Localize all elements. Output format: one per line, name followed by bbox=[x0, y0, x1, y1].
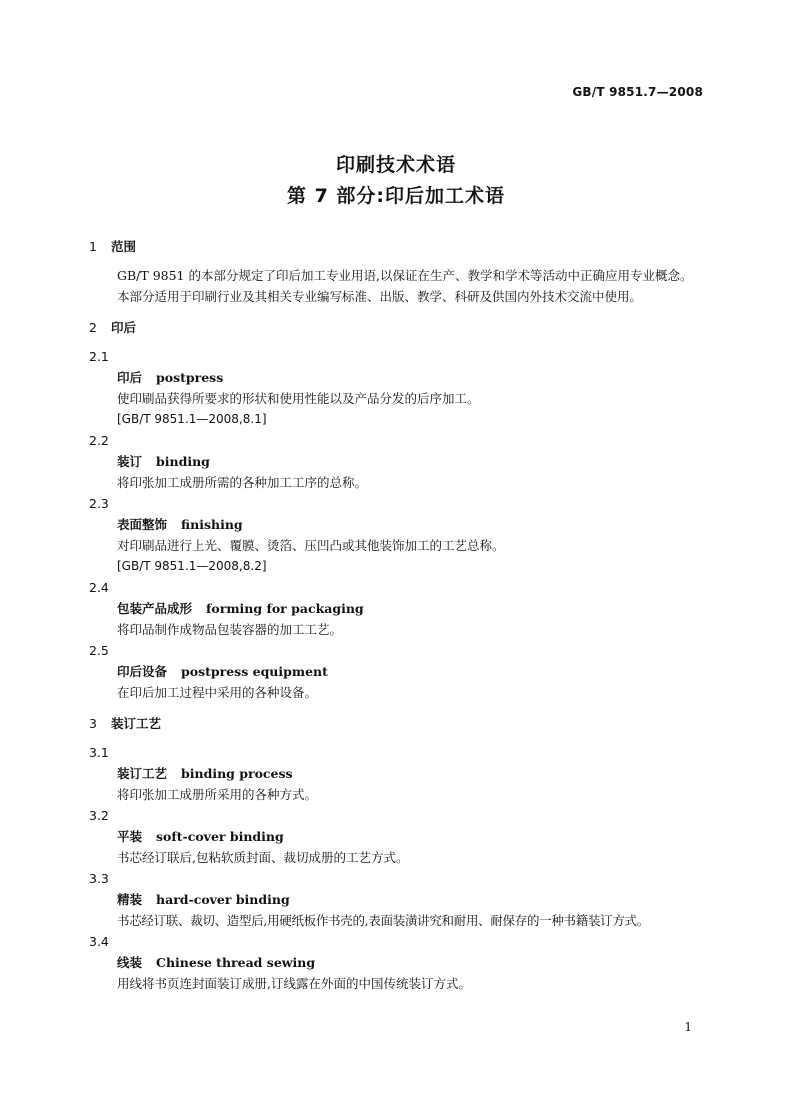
term-zh: 包装产品成形 bbox=[117, 601, 193, 616]
section-number: 3 bbox=[89, 716, 97, 731]
reference: [GB/T 9851.1—2008,8.1] bbox=[117, 412, 267, 426]
term-en: binding process bbox=[181, 766, 293, 781]
entry-number: 2.2 bbox=[89, 433, 109, 448]
term-zh: 装订 bbox=[117, 454, 143, 469]
section-heading bbox=[89, 236, 705, 257]
entry-number: 2.5 bbox=[89, 643, 109, 658]
term bbox=[117, 367, 705, 388]
term bbox=[117, 451, 705, 472]
term-zh: 印后设备 bbox=[117, 664, 168, 679]
document-body bbox=[89, 236, 705, 1004]
page-number: 1 bbox=[684, 1020, 692, 1034]
term-en: postpress equipment bbox=[181, 664, 328, 679]
document-subtitle: 第 7 部分:印后加工术语 bbox=[286, 185, 506, 207]
reference: [GB/T 9851.1—2008,8.2] bbox=[117, 559, 267, 573]
entry-number: 2.4 bbox=[89, 580, 109, 595]
section-postpress bbox=[89, 317, 705, 703]
term-en: soft-cover binding bbox=[156, 829, 284, 844]
document-title: 印刷技术术语 bbox=[335, 154, 456, 176]
entry-number: 3.2 bbox=[89, 808, 109, 823]
definition: 书芯经订联后,包粘软质封面、裁切成册的工艺方式。 bbox=[117, 850, 409, 865]
standard-number: GB/T 9851.7—2008 bbox=[572, 85, 703, 99]
term bbox=[117, 952, 705, 973]
term-entry bbox=[89, 805, 705, 868]
term bbox=[117, 598, 705, 619]
definition: 书芯经订联、裁切、造型后,用硬纸板作书壳的,表面装潢讲究和耐用、耐保存的一种书籍装订方式。 bbox=[117, 913, 649, 928]
definition: 用线将书页连封面装订成册,订线露在外面的中国传统装订方式。 bbox=[117, 976, 471, 991]
section-number: 2 bbox=[89, 320, 97, 335]
term bbox=[117, 661, 705, 682]
term-en: finishing bbox=[181, 517, 243, 532]
term-en: Chinese thread sewing bbox=[156, 955, 316, 970]
entry-number: 2.1 bbox=[89, 349, 109, 364]
paragraph: GB/T 9851 的本部分规定了印后加工专业用语,以保证在生产、教学和学术等活动中正确应用专业概念。 bbox=[117, 268, 693, 283]
term-zh: 精装 bbox=[117, 892, 143, 907]
entry-number: 3.1 bbox=[89, 745, 109, 760]
entry-number: 3.3 bbox=[89, 871, 109, 886]
term bbox=[117, 889, 705, 910]
term bbox=[117, 763, 705, 784]
term-entry bbox=[89, 742, 705, 805]
term-zh: 线装 bbox=[117, 955, 143, 970]
term bbox=[117, 826, 705, 847]
term-entry bbox=[89, 346, 705, 430]
section-title: 范围 bbox=[111, 239, 137, 254]
term bbox=[117, 514, 705, 535]
section-scope bbox=[89, 236, 705, 307]
section-title: 装订工艺 bbox=[111, 716, 162, 731]
section-heading bbox=[89, 317, 705, 338]
term-entry bbox=[89, 640, 705, 703]
term-entry bbox=[89, 931, 705, 994]
definition: 将印张加工成册所需的各种加工工序的总称。 bbox=[117, 475, 368, 490]
definition: 对印刷品进行上光、覆膜、烫箔、压凹凸或其他装饰加工的工艺总称。 bbox=[117, 538, 505, 553]
definition: 将印品制作成物品包装容器的加工工艺。 bbox=[117, 622, 343, 637]
term-zh: 平装 bbox=[117, 829, 143, 844]
term-entry bbox=[89, 430, 705, 493]
term-zh: 印后 bbox=[117, 370, 143, 385]
section-title: 印后 bbox=[111, 320, 137, 335]
definition: 将印张加工成册所采用的各种方式。 bbox=[117, 787, 318, 802]
term-entry bbox=[89, 577, 705, 640]
definition: 使印刷品获得所要求的形状和使用性能以及产品分发的后序加工。 bbox=[117, 391, 480, 406]
section-heading bbox=[89, 713, 705, 734]
term-en: postpress bbox=[156, 370, 224, 385]
entry-number: 2.3 bbox=[89, 496, 109, 511]
paragraph: 本部分适用于印刷行业及其相关专业编写标准、出版、教学、科研及供国内外技术交流中使用。 bbox=[117, 289, 643, 304]
entry-number: 3.4 bbox=[89, 934, 109, 949]
term-en: hard-cover binding bbox=[156, 892, 290, 907]
term-en: forming for packaging bbox=[206, 601, 364, 616]
section-number: 1 bbox=[89, 239, 97, 254]
section-binding-process bbox=[89, 713, 705, 994]
term-entry bbox=[89, 868, 705, 931]
definition: 在印后加工过程中采用的各种设备。 bbox=[117, 685, 318, 700]
term-en: binding bbox=[156, 454, 210, 469]
term-entry bbox=[89, 493, 705, 577]
term-zh: 装订工艺 bbox=[117, 766, 168, 781]
term-zh: 表面整饰 bbox=[117, 517, 168, 532]
